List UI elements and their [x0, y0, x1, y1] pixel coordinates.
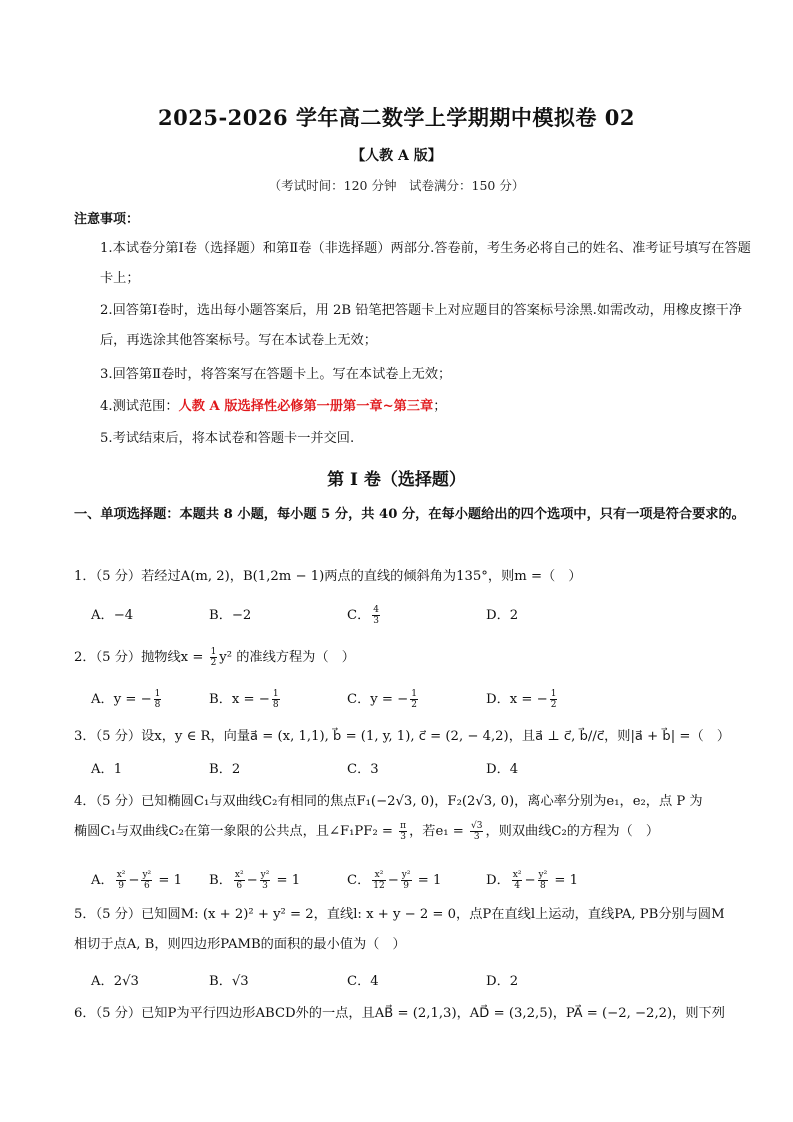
- question-1-options: [91, 604, 751, 630]
- option-c[interactable]: C．4: [347, 974, 379, 989]
- option-d[interactable]: D．2: [486, 974, 519, 989]
- notice-item-5: 5.考试结束后，将本试卷和答题卡一并交回.: [100, 431, 355, 446]
- option-a[interactable]: A．y = − $\frac{1}{8}$: [91, 689, 161, 710]
- question-4: 4．（5 分）已知椭圆C₁与双曲线C₂有相同的焦点F₁(−2√3, 0)，F₂(2√3, 0)，离心率分别为e₁，e₂，点 P 为 椭圆C₁与双曲线C₂在第一象限的公共点，且∠F₁PF₂ = $\frac{\pi}{3}$ ，若e₁ = $\frac{√3}{3}$ ，则双曲线C₂的方程为（ ）: [74, 794, 703, 842]
- option-c[interactable]: C． $\frac{4}{3}$: [347, 605, 380, 626]
- option-a[interactable]: A．2√3: [91, 974, 139, 989]
- question-1: 1．（5 分）若经过A(m, 2)，B(1,2m − 1)两点的直线的倾斜角为135°，则m =（ ）: [74, 569, 582, 584]
- notice-item-3: 3.回答第Ⅱ卷时，将答案写在答题卡上。写在本试卷上无效；: [100, 367, 452, 382]
- question-4-options: [91, 869, 751, 895]
- question-5: 5．（5 分）已知圆M: (x + 2)² + y² = 2，直线l: x + y − 2 = 0，点P在直线l上运动，直线PA, PB分别与圆M 相切于点A, B，则四边形PAMB的面积的最小值为（ ）: [74, 907, 725, 952]
- question-2-options: [91, 688, 751, 714]
- option-a[interactable]: A． $\frac{\text{x²}}{9}$ − $\frac{\text{y²}}{6}$ = 1: [91, 870, 183, 891]
- section-title: 第 I 卷（选择题）: [327, 470, 466, 490]
- edition-label: 【人教 A 版】: [351, 148, 442, 164]
- test-range: 人教 A 版选择性必修第一册第一章~第三章: [178, 399, 434, 414]
- option-b[interactable]: B． $\frac{\text{x²}}{6}$ − $\frac{\text{y²}}{3}$ = 1: [209, 870, 301, 891]
- question-5-options: [91, 970, 751, 996]
- option-a[interactable]: A．1: [91, 762, 123, 777]
- question-6: 6．（5 分）已知P为平行四边形ABCD外的一点，且AB⃗ = (2,1,3)，AD⃗ = (3,2,5)，PA⃗ = (−2, −2,2)，则下列: [74, 1006, 725, 1021]
- option-c[interactable]: C．3: [347, 762, 379, 777]
- option-d[interactable]: D．4: [486, 762, 519, 777]
- option-b[interactable]: B．−2: [209, 608, 252, 623]
- option-d[interactable]: D．x = − $\frac{1}{2}$: [486, 689, 557, 710]
- option-c[interactable]: C．y = − $\frac{1}{2}$: [347, 689, 417, 710]
- option-d[interactable]: D．2: [486, 608, 519, 623]
- notice-item-1: 1.本试卷分第Ⅰ卷（选择题）和第Ⅱ卷（非选择题）两部分.答卷前，考生务必将自己的姓名、准考证号填写在答题卡上；: [100, 241, 751, 286]
- option-b[interactable]: B．√3: [209, 974, 249, 989]
- part-heading: 一、单项选择题：本题共 8 小题，每小题 5 分，共 40 分，在每小题给出的四个选项中，只有一项是符合要求的。: [74, 507, 745, 522]
- notice-item-2: 2.回答第Ⅰ卷时，选出每小题答案后，用 2B 铅笔把答题卡上对应题目的答案标号涂黑.如需改动，用橡皮擦干净后，再选涂其他答案标号。写在本试卷上无效；: [100, 303, 742, 348]
- option-b[interactable]: B．x = − $\frac{1}{8}$: [209, 689, 279, 710]
- exam-info: （考试时间：120 分钟 试卷满分：150 分）: [268, 178, 525, 193]
- notice-item-4: 4.测试范围：人教 A 版选择性必修第一册第一章~第三章；: [100, 399, 447, 414]
- question-3-options: [91, 758, 751, 784]
- exam-title: 2025-2026 学年高二数学上学期期中模拟卷 02: [158, 105, 635, 130]
- question-2: 2．（5 分）抛物线x = $\frac{1}{2}$ y² 的准线方程为（ ）: [74, 647, 355, 668]
- option-a[interactable]: A．−4: [91, 608, 134, 623]
- option-c[interactable]: C． $\frac{\text{x²}}{12}$ − $\frac{\text{y²}}{9}$ = 1: [347, 870, 442, 891]
- option-b[interactable]: B．2: [209, 762, 241, 777]
- option-d[interactable]: D． $\frac{\text{x²}}{4}$ − $\frac{\text{y²}}{8}$ = 1: [486, 870, 579, 891]
- notice-heading: 注意事项：: [74, 212, 140, 227]
- question-3: 3．（5 分）设x，y ∈ R，向量a⃗ = (x, 1,1), b⃗ = (1, y, 1), c⃗ = (2, − 4,2)，且a⃗ ⊥ c⃗, b⃗//c⃗，则|a⃗ + b⃗| =（ ）: [74, 729, 731, 744]
